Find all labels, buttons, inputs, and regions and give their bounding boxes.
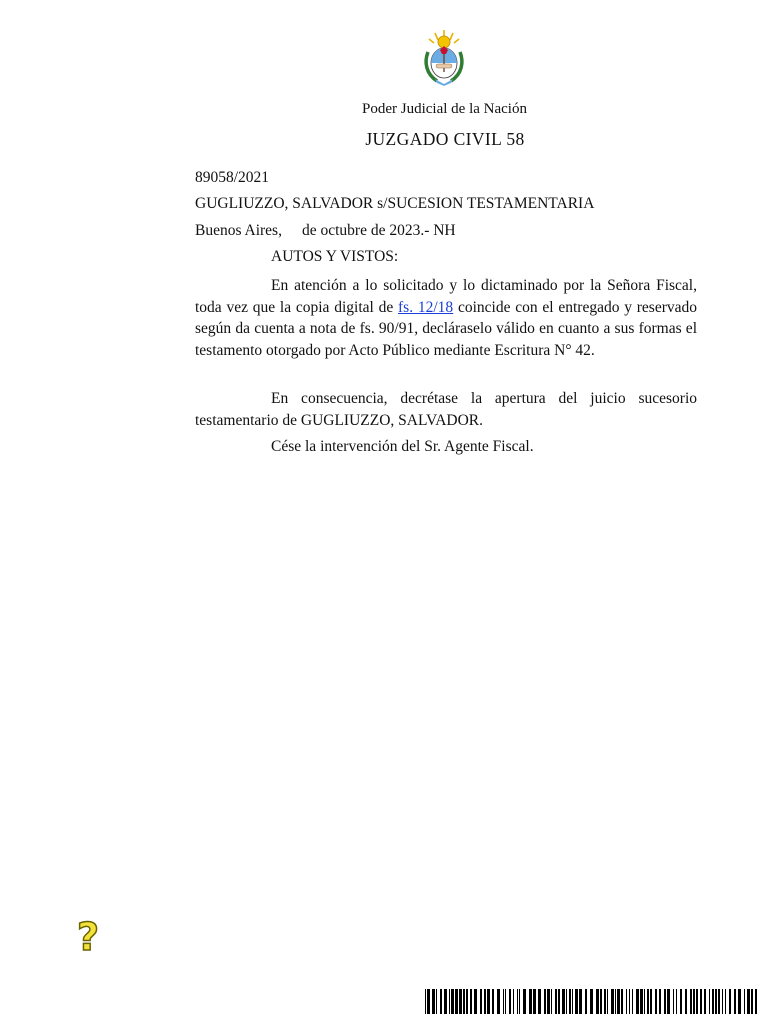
court-office: JUZGADO CIVIL 58 xyxy=(365,129,525,149)
argentina-coat-of-arms-icon xyxy=(421,28,467,88)
paragraph-opening-text: En consecuencia, decrétase la apertura del juicio sucesorio testamentario de GUGLIUZZO, SALVADOR. xyxy=(195,390,697,429)
place: Buenos Aires, xyxy=(195,222,282,239)
document-reference-link[interactable]: fs. 12/18 xyxy=(398,298,454,316)
paragraph-text-before-link: En atención a lo solicitado y lo dictaminado por la Señora Fiscal, toda vez que la copia digital de xyxy=(195,277,697,316)
paragraph-closing xyxy=(195,436,697,458)
barcode-icon xyxy=(425,989,759,1014)
paragraph-opening xyxy=(195,388,697,431)
section-heading: AUTOS Y VISTOS: xyxy=(271,248,399,265)
question-mark-icon[interactable]: ? xyxy=(77,915,100,959)
paragraph-validation xyxy=(195,275,697,361)
court-name: Poder Judicial de la Nación xyxy=(362,101,527,117)
case-number: 89058/2021 xyxy=(195,169,270,186)
case-caption: GUGLIUZZO, SALVADOR s/SUCESION TESTAMENTARIA xyxy=(195,195,595,212)
place-date xyxy=(195,222,456,240)
paragraph-closing-text: Cése la intervención del Sr. Agente Fiscal. xyxy=(271,438,534,455)
date: de octubre de 2023.- NH xyxy=(301,222,456,239)
paragraph-text-after-link: coincide con el entregado y reservado según da cuenta a nota de fs. 90/91, decláraselo válido en cuanto a sus formas el testamento otorgado por Acto Público mediante Escritura N° 42. xyxy=(195,298,698,359)
